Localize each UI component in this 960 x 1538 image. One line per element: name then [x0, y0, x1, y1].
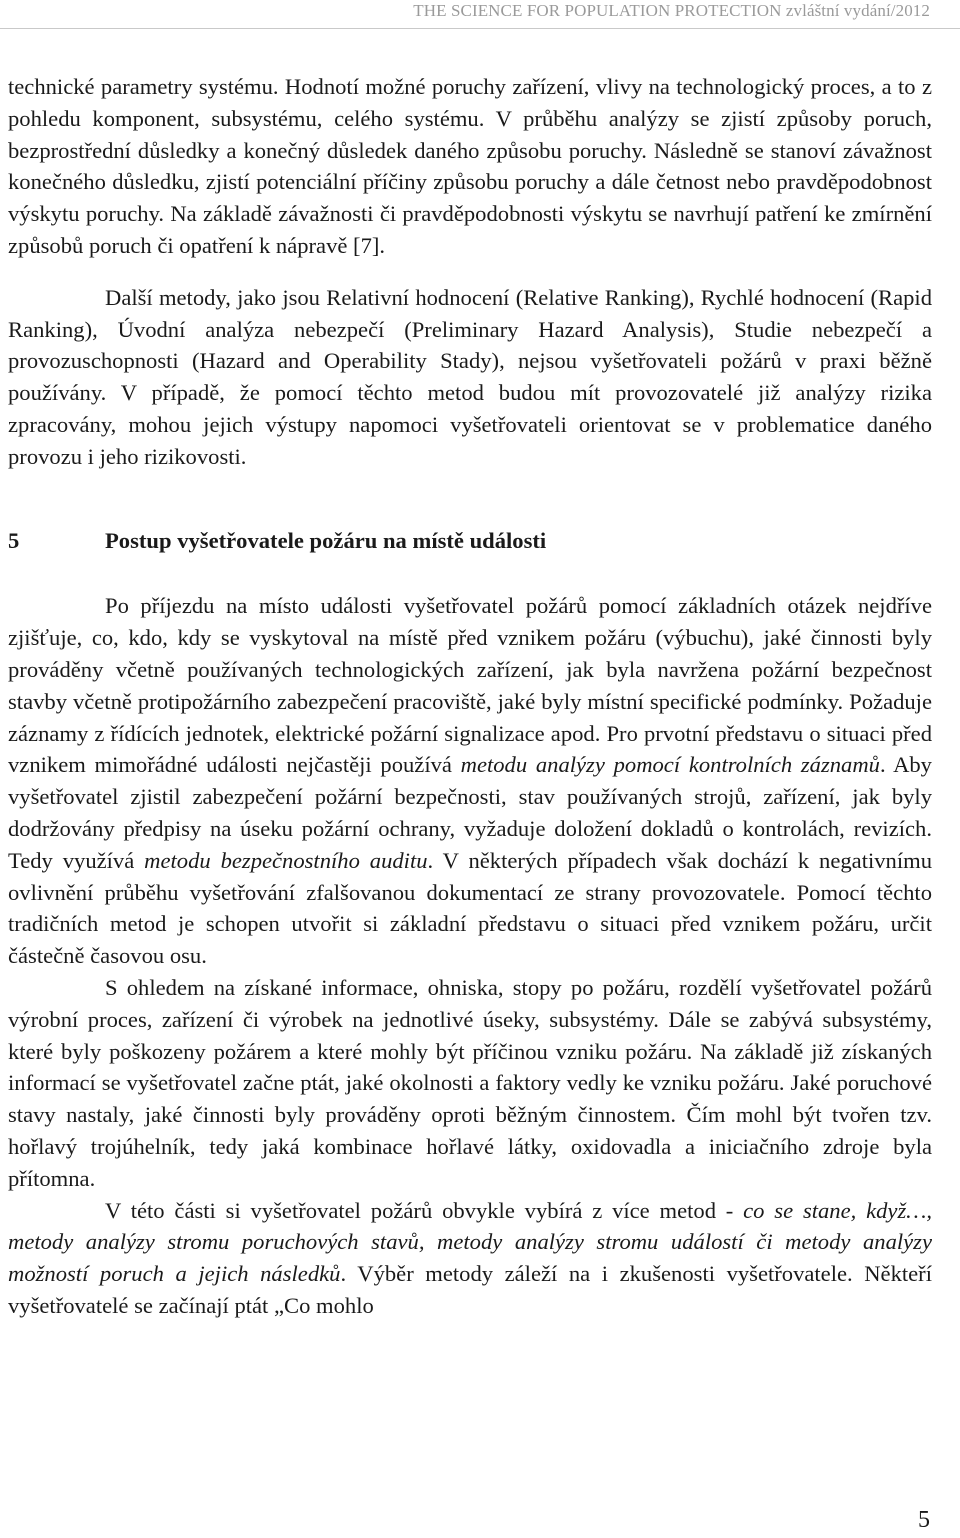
text-run: . V některých případech však dochází k negativnímu ovlivnění průběhu vyšetřování zfalšovanou dokumentací ze strany provozovatele. Pomocí těchto tradičních metod je schopen utvořit si základní představu o situaci před vznikem požáru, určit částečně časovou osu.	[8, 847, 933, 969]
page-number: 5	[918, 1507, 930, 1533]
paragraph-method-selection	[8, 1195, 932, 1322]
text-run: . Aby vyšetřovatel zjistil zabezpečení požární bezpečnosti, stav používaných strojů, zařízení, jak byly dodržovány předpisy na úseku požární ochrany, vyžaduje doložení dokladů o kontrolách, revizích. Tedy využívá	[8, 752, 932, 873]
section-heading	[8, 525, 932, 557]
text-run: Po příjezdu na místo události vyšetřovatel požárů pomocí základních otázek nejdříve zjišťuje, co, kdo, kdy se vyskytoval na místě před vznikem požáru (výbuchu), jaké činnosti byly prováděny včetně používaných technologických zařízení, jak byla navržena požární bezpečnost stavby včetně protipožárního zabezpečení pracoviště, jaké byly místní specifické podmínky. Požaduje záznamy z řídících jednotek, elektrické požární signalizace apod. Pro prvotní představu o situaci před vznikem mimořádné události nejčastěji používá	[8, 593, 932, 778]
paragraph-other-methods: Další metody, jako jsou Relativní hodnocení (Relative Ranking), Rychlé hodnocení (Rapid Ranking), Úvodní analýza nebezpečí (Preliminary Hazard Analysis), Studie nebezpečí a provozuschopnosti (Hazard and Operability Stady), nejsou vyšetřovateli požárů v praxi běžně používány. V případě, že pomocí těchto metod budou mít provozovatelé již analýzy rizika zpracovány, mohou jejich výstupy napomoci vyšetřovateli orientovat se v problematice daného provozu i jeho rizikovosti.	[8, 284, 932, 469]
text-run: V této části si vyšetřovatel požárů obvykle vybírá z více metod -	[105, 1197, 744, 1223]
journal-header: THE SCIENCE FOR POPULATION PROTECTION zvláštní vydání/2012	[413, 1, 930, 20]
italic-method-list: co se stane, když…, metody analýzy stromu poruchových stavů, metody analýzy stromu událostí či metody analýzy možností poruch a jejich následků	[8, 1197, 932, 1287]
paragraph-subsystems: S ohledem na získané informace, ohniska, stopy po požáru, rozdělí vyšetřovatel požárů výrobní proces, zařízení či výrobek na jednotlivé úseky, subsystémy. Dále se zabývá subsystémy, které byly poškozeny požárem a které mohly být příčinou vzniku požáru. Na základě již získaných informací se vyšetřovatel začne ptát, jaké okolnosti a faktory vedly ke vzniku požáru. Jaké poruchové stavy nastaly, jaké činnosti byly prováděny oproti běžným činnostem. Čím mohl být tvořen tzv. hořlavý trojúhelník, tedy jaká kombinace hořlavé látky, oxidovadla a iniciačního zdroje byla přítomna.	[8, 974, 932, 1191]
page-body	[8, 71, 932, 1322]
italic-method-term: metodu analýzy pomocí kontrolních záznamů	[460, 752, 880, 778]
text-run: . Výběr metody záleží na i zkušenosti vyšetřovatele. Někteří vyšetřovatelé se začínají ptát „Co mohlo	[8, 1261, 932, 1318]
italic-method-term: metodu bezpečnostního auditu	[144, 847, 428, 873]
paragraph-fmea-continued: technické parametry systému. Hodnotí možné poruchy zařízení, vlivy na technologický proces, a to z pohledu komponent, subsystému, celého systému. V průběhu analýzy se zjistí způsoby poruch, bezprostřední důsledky a konečný důsledek daného způsobu poruchy. Následně se stanoví závažnost konečného důsledku, zjistí potenciální příčiny způsobu poruchy a dále četnost nebo pravděpodobnost výskytu poruchy. Na základě závažnosti či pravděpodobnosti výskytu se navrhují patření ke zmírnění způsobů poruch či opatření k nápravě [7].	[8, 74, 932, 258]
section-title: Postup vyšetřovatele požáru na místě události	[105, 527, 547, 553]
header-divider	[0, 28, 960, 29]
section-number: 5	[8, 527, 20, 553]
paragraph-arrival-procedure	[8, 590, 932, 972]
